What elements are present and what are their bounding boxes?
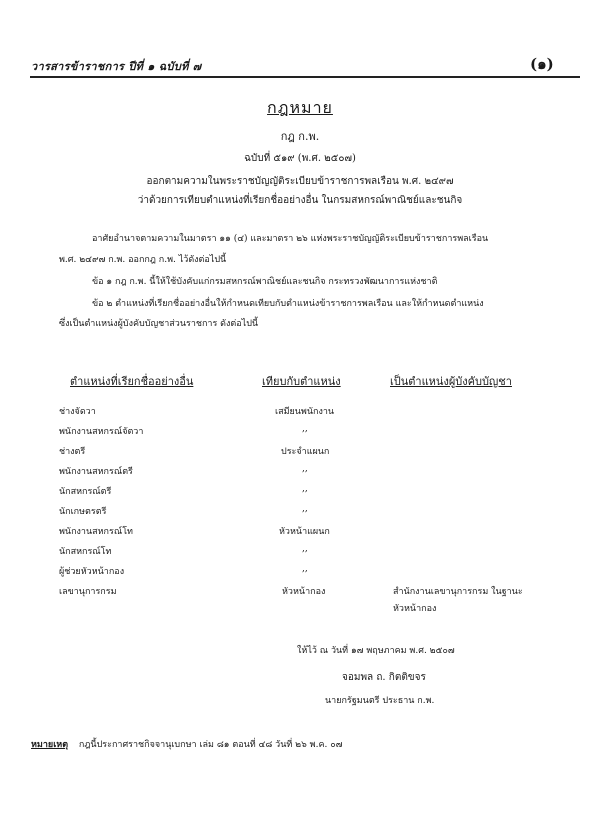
table-cell: พนักงานสหกรณ์โท <box>59 527 133 537</box>
footnote-text: กฎนี้ประกาศราชกิจจานุเบกษา เล่ม ๘๑ ตอนที่ ๔๘ วันที่ ๒๖ พ.ค. ๐๗ <box>78 740 343 750</box>
table-cell: นักเกษตรตรี <box>59 507 107 517</box>
table-cell: ,, <box>302 564 308 574</box>
title-line-1: ออกตามความในพระราชบัญญัติระเบียบข้าราชการพลเรือน พ.ศ. ๒๔๙๗ <box>146 176 454 187</box>
footnote-label: หมายเหตุ <box>31 740 69 750</box>
table-cell: ประจำแผนก <box>281 447 330 457</box>
table-cell: ,, <box>302 544 308 554</box>
page-number: (๑) <box>530 55 554 73</box>
table-cell: ช่างตรี <box>59 447 86 457</box>
table-cell: พนักงานสหกรณ์จัตวา <box>59 427 144 437</box>
para-3-line-1: ข้อ ๒ ตำแหน่งที่เรียกชื่ออย่างอื่นให้กำหนดเทียบกับตำแหน่งข้าราชการพลเรือน และให้กำหนดตำแหน่ง <box>92 299 484 309</box>
signatory-name: จอมพล ถ. กิตติขจร <box>342 672 426 683</box>
footnote <box>31 737 342 751</box>
table-cell: ช่างจัดวา <box>59 407 96 417</box>
journal-header: วารสารข้าราชการ ปีที่ ๑ ฉบับที่ ๗ <box>31 60 202 73</box>
issuer-title: กฎ ก.พ. <box>280 130 320 143</box>
title-line-2: ว่าด้วยการเทียบตำแหน่งที่เรียกชื่ออย่างอื่น ในกรมสหกรณ์พาณิชย์และชนกิจ <box>137 195 463 206</box>
table-cell: ,, <box>302 424 308 434</box>
table-cell: ,, <box>302 504 308 514</box>
para-2: ข้อ ๑ กฎ ก.พ. นี้ให้ใช้บังคับแก่กรมสหกรณ์พาณิชย์และชนกิจ กระทรวงพัฒนาการแห่งชาติ <box>92 277 438 287</box>
table-cell: หัวหน้าแผนก <box>279 527 330 537</box>
table-cell: หัวหน้ากอง <box>282 587 326 597</box>
signatory-position: นายกรัฐมนตรี ประธาน ก.พ. <box>325 696 435 706</box>
given-date: ให้ไว้ ณ วันที่ ๑๗ พฤษภาคม พ.ศ. ๒๕๐๗ <box>297 646 455 656</box>
table-cell: สำนักงานเลขานุการกรม ในฐานะ <box>393 587 523 597</box>
table-cell: ,, <box>302 484 308 494</box>
para-3-line-2: ซึ่งเป็นตำแหน่งผู้บังคับบัญชาส่วนราชการ ดังต่อไปนี้ <box>59 319 259 329</box>
table-header-equivalent: เทียบกับตำแหน่ง <box>262 375 341 388</box>
section-title: กฎหมาย <box>267 98 333 117</box>
table-cell: นักสหกรณ์โท <box>59 547 112 557</box>
table-cell-continued: หัวหน้ากอง <box>393 604 437 614</box>
header-rule <box>30 76 580 78</box>
table-cell: ,, <box>302 464 308 474</box>
para-1-line-2: พ.ศ. ๒๔๙๗ ก.พ. ออกกฎ ก.พ. ไว้ดังต่อไปนี้ <box>59 255 227 265</box>
regulation-number: ฉบับที่ ๕๑๙ (พ.ศ. ๒๕๐๗) <box>244 153 356 164</box>
table-header-supervisor: เป็นตำแหน่งผู้บังคับบัญชา <box>390 375 512 388</box>
table-cell: เสมียนพนักงาน <box>275 407 335 417</box>
table-cell: พนักงานสหกรณ์ตรี <box>59 467 133 477</box>
para-1-line-1: อาศัยอำนาจตามความในมาตรา ๑๑ (๔) และมาตรา ๒๖ แห่งพระราชบัญญัติระเบียบข้าราชการพลเรือน <box>92 234 489 244</box>
table-header-position: ตำแหน่งที่เรียกชื่ออย่างอื่น <box>70 375 194 388</box>
table-cell: นักสหกรณ์ตรี <box>59 487 112 497</box>
table-cell: ผู้ช่วยหัวหน้ากอง <box>59 567 125 577</box>
table-cell: เลขานุการกรม <box>59 587 117 597</box>
